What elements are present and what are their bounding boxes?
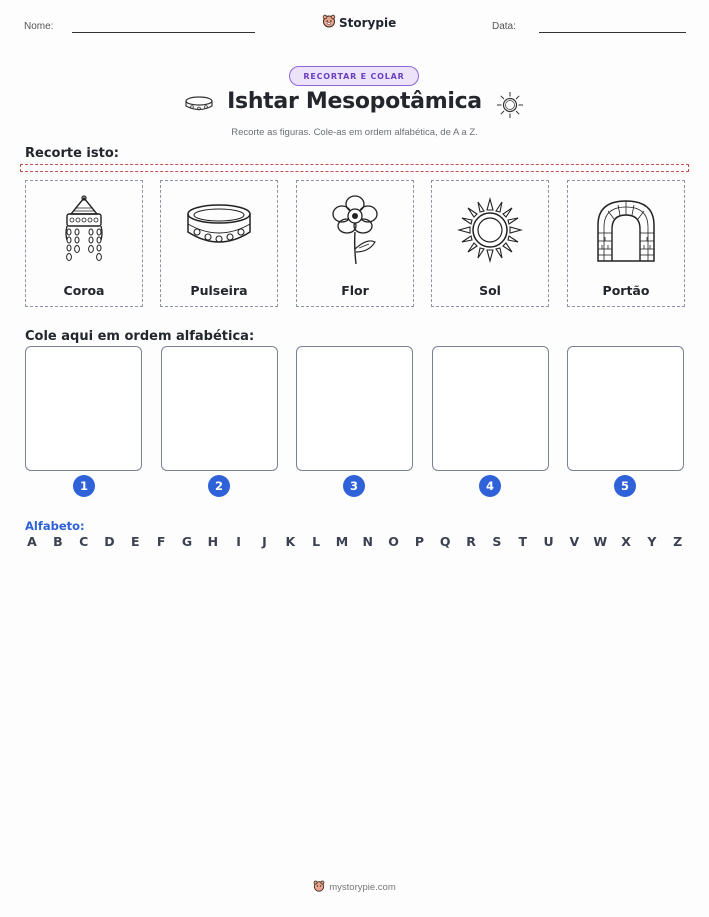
- alphabet-letter: U: [543, 534, 554, 549]
- alphabet-letter: X: [621, 534, 631, 549]
- bracelet-icon: [184, 200, 254, 264]
- activity-type-badge: RECORTAR E COLAR: [289, 66, 419, 86]
- storypie-mascot-icon: [322, 14, 336, 31]
- sun-icon: [457, 197, 523, 267]
- cut-card-label: Coroa: [63, 283, 105, 298]
- instructions: Recorte as figuras. Cole-as em ordem alfabética, de A a Z.: [231, 127, 478, 138]
- alphabet-letter: J: [262, 534, 267, 549]
- alphabet-letter: I: [236, 534, 241, 549]
- cut-card-label: Pulseira: [190, 283, 248, 298]
- gate-icon: [594, 197, 658, 267]
- alphabet-letter: E: [131, 534, 140, 549]
- alphabet-heading: Alfabeto:: [25, 519, 85, 533]
- alphabet-letter: G: [181, 534, 193, 549]
- alphabet-letter: B: [53, 534, 63, 549]
- alphabet-letter: W: [593, 534, 608, 549]
- cut-card-label: Sol: [479, 283, 501, 298]
- alphabet-letter: H: [207, 534, 219, 549]
- alphabet-letter: L: [312, 534, 321, 549]
- name-write-line[interactable]: [72, 32, 255, 33]
- alphabet-letter: D: [104, 534, 115, 549]
- alphabet-letter: T: [518, 534, 527, 549]
- position-number-3: 3: [343, 475, 365, 497]
- alphabet-letter: N: [362, 534, 373, 549]
- date-label: Data:: [492, 21, 516, 32]
- brand-name: Storypie: [339, 15, 397, 30]
- storypie-mascot-icon: [313, 880, 325, 895]
- alphabet-letter: Y: [647, 534, 657, 549]
- position-number-4: 4: [479, 475, 501, 497]
- name-label: Nome:: [24, 21, 54, 32]
- alphabet-letter: P: [414, 534, 424, 549]
- alphabet-letter: A: [27, 534, 37, 549]
- cut-card-bracelet[interactable]: [160, 180, 278, 307]
- page-title: Ishtar Mesopotâmica: [227, 89, 482, 114]
- footer: [0, 880, 709, 895]
- alphabet-letter: K: [285, 534, 296, 549]
- alphabet-letter: M: [335, 534, 349, 549]
- alphabet-letter: V: [569, 534, 580, 549]
- cut-card-label: Flor: [341, 283, 369, 298]
- alphabet-letter: Z: [673, 534, 683, 549]
- paste-section-heading: Cole aqui em ordem alfabética:: [25, 329, 255, 344]
- cut-card-sun[interactable]: [431, 180, 549, 307]
- cut-line: [20, 164, 689, 172]
- alphabet-letter: S: [492, 534, 502, 549]
- flower-icon: [329, 194, 381, 270]
- date-write-line[interactable]: [539, 32, 686, 33]
- cut-card-gate[interactable]: [567, 180, 685, 307]
- cut-section-heading: Recorte isto:: [25, 146, 119, 161]
- paste-box-3[interactable]: [296, 346, 413, 471]
- paste-box-2[interactable]: [161, 346, 278, 471]
- alphabet-letter: Q: [439, 534, 451, 549]
- paste-box-4[interactable]: [432, 346, 549, 471]
- alphabet-letter: C: [79, 534, 89, 549]
- cut-card-flower[interactable]: [296, 180, 414, 307]
- cut-card-crown[interactable]: [25, 180, 143, 307]
- crown-icon: [59, 194, 109, 270]
- position-number-5: 5: [614, 475, 636, 497]
- sun-title-icon: [496, 91, 524, 123]
- position-number-2: 2: [208, 475, 230, 497]
- paste-box-5[interactable]: [567, 346, 684, 471]
- alphabet-letter: O: [388, 534, 399, 549]
- alphabet-letter: R: [466, 534, 476, 549]
- position-number-1: 1: [73, 475, 95, 497]
- cut-card-label: Portão: [602, 283, 650, 298]
- footer-site-link[interactable]: mystorypie.com: [329, 882, 396, 893]
- alphabet-letter: F: [156, 534, 166, 549]
- paste-box-1[interactable]: [25, 346, 142, 471]
- alphabet-row: [25, 534, 685, 549]
- brand-logo: [322, 14, 396, 31]
